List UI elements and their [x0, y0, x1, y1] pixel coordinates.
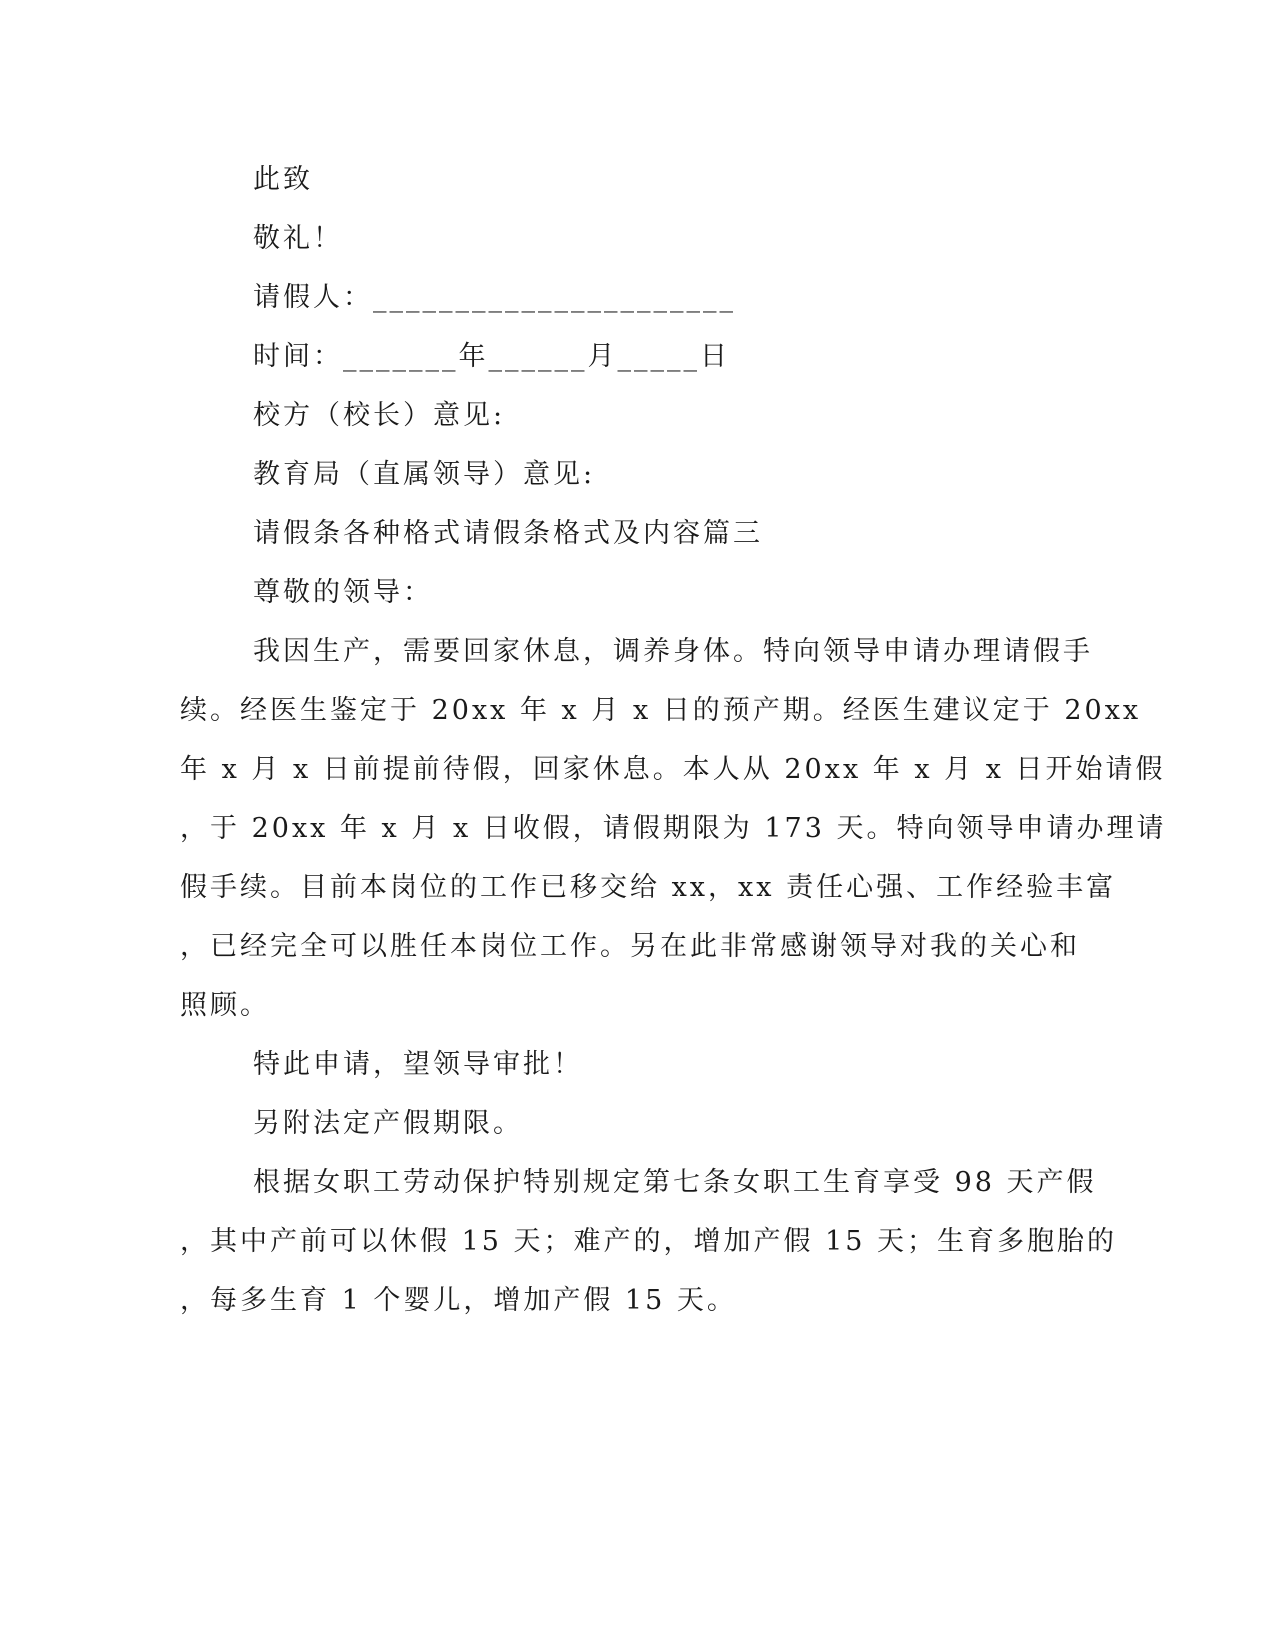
- law-line: ，每多生育 1 个婴儿，增加产假 15 天。: [180, 1285, 737, 1316]
- law-line: ，其中产前可以休假 15 天；难产的，增加产假 15 天；生育多胞胎的: [180, 1226, 1118, 1257]
- closing-line-1: 此致: [253, 164, 313, 195]
- body-line: 照顾。: [180, 990, 270, 1021]
- closing-line-2: 敬礼！: [253, 223, 343, 254]
- law-line: 根据女职工劳动保护特别规定第七条女职工生育享受 98 天产假: [253, 1167, 1097, 1198]
- date-line: 时间：_______年______月_____日: [253, 341, 730, 372]
- school-opinion-label: 校方（校长）意见:: [253, 400, 506, 431]
- body-line: 我因生产，需要回家休息，调养身体。特向领导申请办理请假手: [253, 636, 1093, 667]
- body-line: 假手续。目前本岗位的工作已移交给 xx，xx 责任心强、工作经验丰富: [180, 872, 1117, 903]
- greeting: 尊敬的领导：: [253, 577, 433, 608]
- request-line: 特此申请，望领导审批！: [253, 1049, 583, 1080]
- body-line: ，已经完全可以胜任本岗位工作。另在此非常感谢领导对我的关心和: [180, 931, 1080, 962]
- body-line: ，于 20xx 年 x 月 x 日收假，请假期限为 173 天。特向领导申请办理请: [180, 813, 1167, 844]
- attachment-line: 另附法定产假期限。: [253, 1108, 523, 1139]
- body-line: 续。经医生鉴定于 20xx 年 x 月 x 日的预产期。经医生建议定于 20xx: [180, 695, 1142, 726]
- section-title: 请假条各种格式请假条格式及内容篇三: [253, 518, 763, 549]
- body-line: 年 x 月 x 日前提前待假，回家休息。本人从 20xx 年 x 月 x 日开始请假: [180, 754, 1166, 785]
- applicant-signature-line: 请假人：______________________: [253, 282, 736, 313]
- bureau-opinion-label: 教育局（直属领导）意见:: [253, 459, 596, 490]
